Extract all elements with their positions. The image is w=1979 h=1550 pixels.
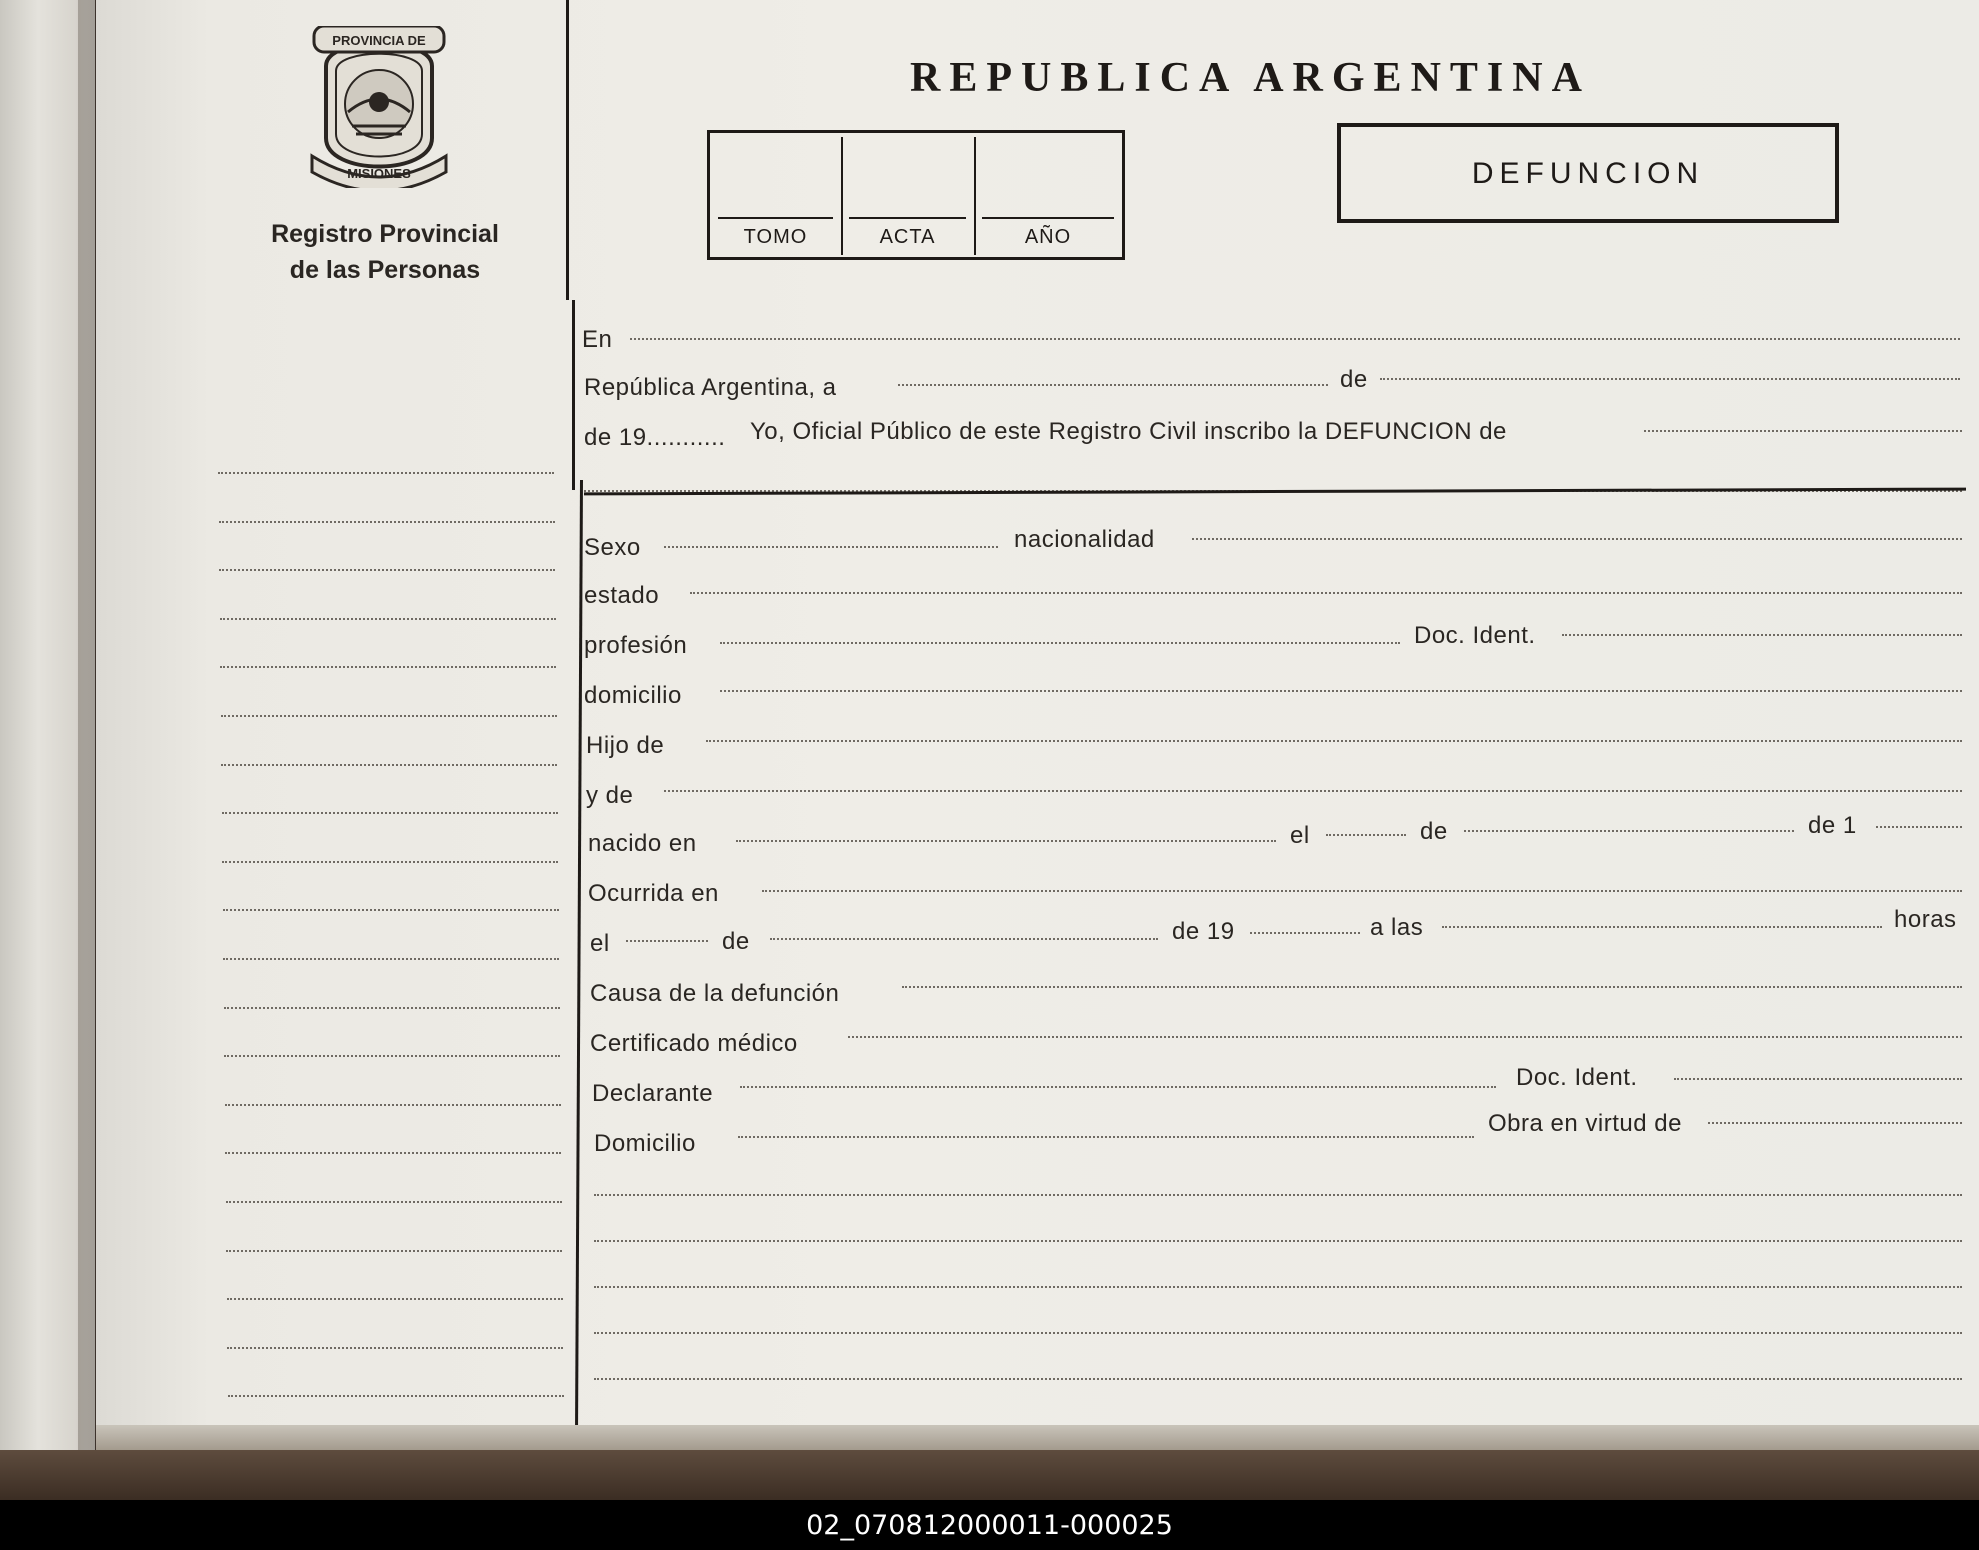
provincial-seal-icon [306,26,452,188]
tomo-cell[interactable] [710,137,843,255]
field-y-de[interactable] [664,790,1962,792]
field-domicilio-lower[interactable] [720,690,1962,692]
document-type-box [1337,123,1839,223]
label-sexo: Sexo [584,534,641,561]
field-ocurrida-en[interactable] [762,890,1962,892]
margin-note-line[interactable] [224,1007,560,1009]
field-ocurrida-ano[interactable] [1250,932,1360,934]
label-doc-ident-2: Doc. Ident. [1516,1064,1638,1091]
label-republica: República Argentina, a [584,374,837,401]
margin-note-line[interactable] [219,569,555,571]
field-certificado[interactable] [848,1036,1962,1038]
acta-label: ACTA [879,226,936,248]
label-de-19-b: de 19 [1172,918,1235,945]
margin-note-line[interactable] [220,666,556,668]
label-nacionalidad: nacionalidad [1014,526,1155,553]
field-doc-ident-1[interactable] [1562,634,1962,636]
seal-top-text: PROVINCIA DE [332,33,426,48]
margin-note-line[interactable] [226,1201,562,1203]
ano-label: AÑO [1024,226,1072,248]
margin-note-line[interactable] [219,521,555,523]
field-hora[interactable] [1442,926,1882,928]
seal-bottom-text: MISIONES [347,166,411,181]
caption-bar [0,1500,1979,1550]
label-ocurrida-en: Ocurrida en [588,880,719,907]
field-obra[interactable] [1708,1122,1962,1124]
label-de-1-year: de 1 [1808,812,1857,839]
margin-note-line[interactable] [218,472,554,474]
field-ocurrida-mes[interactable] [770,938,1158,940]
field-mes[interactable] [1380,378,1960,380]
tomo-acta-ano-box [707,130,1125,260]
field-estado[interactable] [690,592,1962,594]
observation-line[interactable] [594,1194,1962,1196]
registry-line-1: Registro Provincial [271,220,499,248]
margin-note-line[interactable] [223,909,559,911]
observation-line[interactable] [594,1332,1962,1334]
label-domicilio-upper: Domicilio [594,1130,696,1157]
margin-note-line[interactable] [227,1347,563,1349]
field-hijo-de[interactable] [706,740,1962,742]
margin-note-line[interactable] [222,812,558,814]
field-nacido-mes[interactable] [1464,830,1794,832]
image-caption: 02_070812000011-000025 [806,1510,1173,1541]
book-cover [0,1450,1979,1500]
field-declarante[interactable] [740,1086,1496,1088]
label-horas: horas [1894,906,1957,933]
margin-note-line[interactable] [221,715,557,717]
margin-note-line[interactable] [228,1395,564,1397]
label-a-las: a las [1370,914,1424,941]
label-profesion: profesión [584,632,688,659]
observation-line[interactable] [594,1378,1962,1380]
label-de19-a: de 19........... [584,424,726,451]
field-domicilio-upper[interactable] [738,1136,1474,1138]
label-domicilio-lower: domicilio [584,682,682,709]
margin-note-line[interactable] [225,1104,561,1106]
field-nacido-ano[interactable] [1876,826,1962,828]
field-causa[interactable] [902,986,1962,988]
margin-note-line[interactable] [226,1250,562,1252]
label-de-3: de [722,928,750,955]
label-de-2: de [1420,818,1448,845]
margin-divider-top [566,0,569,300]
field-fallecido[interactable] [1644,430,1962,432]
field-dia[interactable] [898,384,1328,386]
field-en[interactable] [630,338,1960,340]
document-type-label: DEFUNCION [1471,157,1705,190]
label-nacido-en: nacido en [588,830,697,857]
margin-note-line[interactable] [220,618,556,620]
field-nacido-dia[interactable] [1326,834,1406,836]
label-en: En [582,326,613,353]
tomo-label: TOMO [743,226,808,248]
label-el-1: el [1290,822,1310,849]
field-nacido-en[interactable] [736,840,1276,842]
margin-note-line[interactable] [223,958,559,960]
registry-name [240,216,530,288]
registry-line-2: de las Personas [289,256,481,284]
label-estado: estado [584,582,660,609]
label-doc-ident-1: Doc. Ident. [1414,622,1536,649]
label-hijo-de: Hijo de [586,732,665,759]
field-profesion[interactable] [720,642,1400,644]
margin-note-line[interactable] [227,1298,563,1300]
label-declarante: Declarante [592,1080,714,1107]
margin-note-line[interactable] [224,1055,560,1057]
margin-note-line[interactable] [225,1152,561,1154]
label-certificado: Certificado médico [590,1030,798,1057]
acta-cell[interactable] [841,137,976,255]
margin-divider-mid [572,300,575,490]
margin-note-line[interactable] [222,861,558,863]
field-ocurrida-dia[interactable] [626,940,708,942]
margin-note-line[interactable] [221,764,557,766]
label-de-1: de [1340,366,1368,393]
observation-line[interactable] [594,1240,1962,1242]
field-doc-ident-2[interactable] [1674,1078,1962,1080]
label-causa: Causa de la defunción [590,980,840,1007]
ano-cell[interactable] [974,137,1122,255]
observation-line[interactable] [594,1286,1962,1288]
label-obra: Obra en virtud de [1488,1110,1682,1137]
field-nacionalidad[interactable] [1192,538,1962,540]
label-y-de: y de [586,782,634,809]
label-el-2: el [590,930,610,957]
field-sexo[interactable] [664,546,998,548]
page-title: REPUBLICA ARGENTINA [910,55,1591,101]
label-yo-oficial: Yo, Oficial Público de este Registro Civil inscribo la DEFUNCION de [750,418,1507,445]
